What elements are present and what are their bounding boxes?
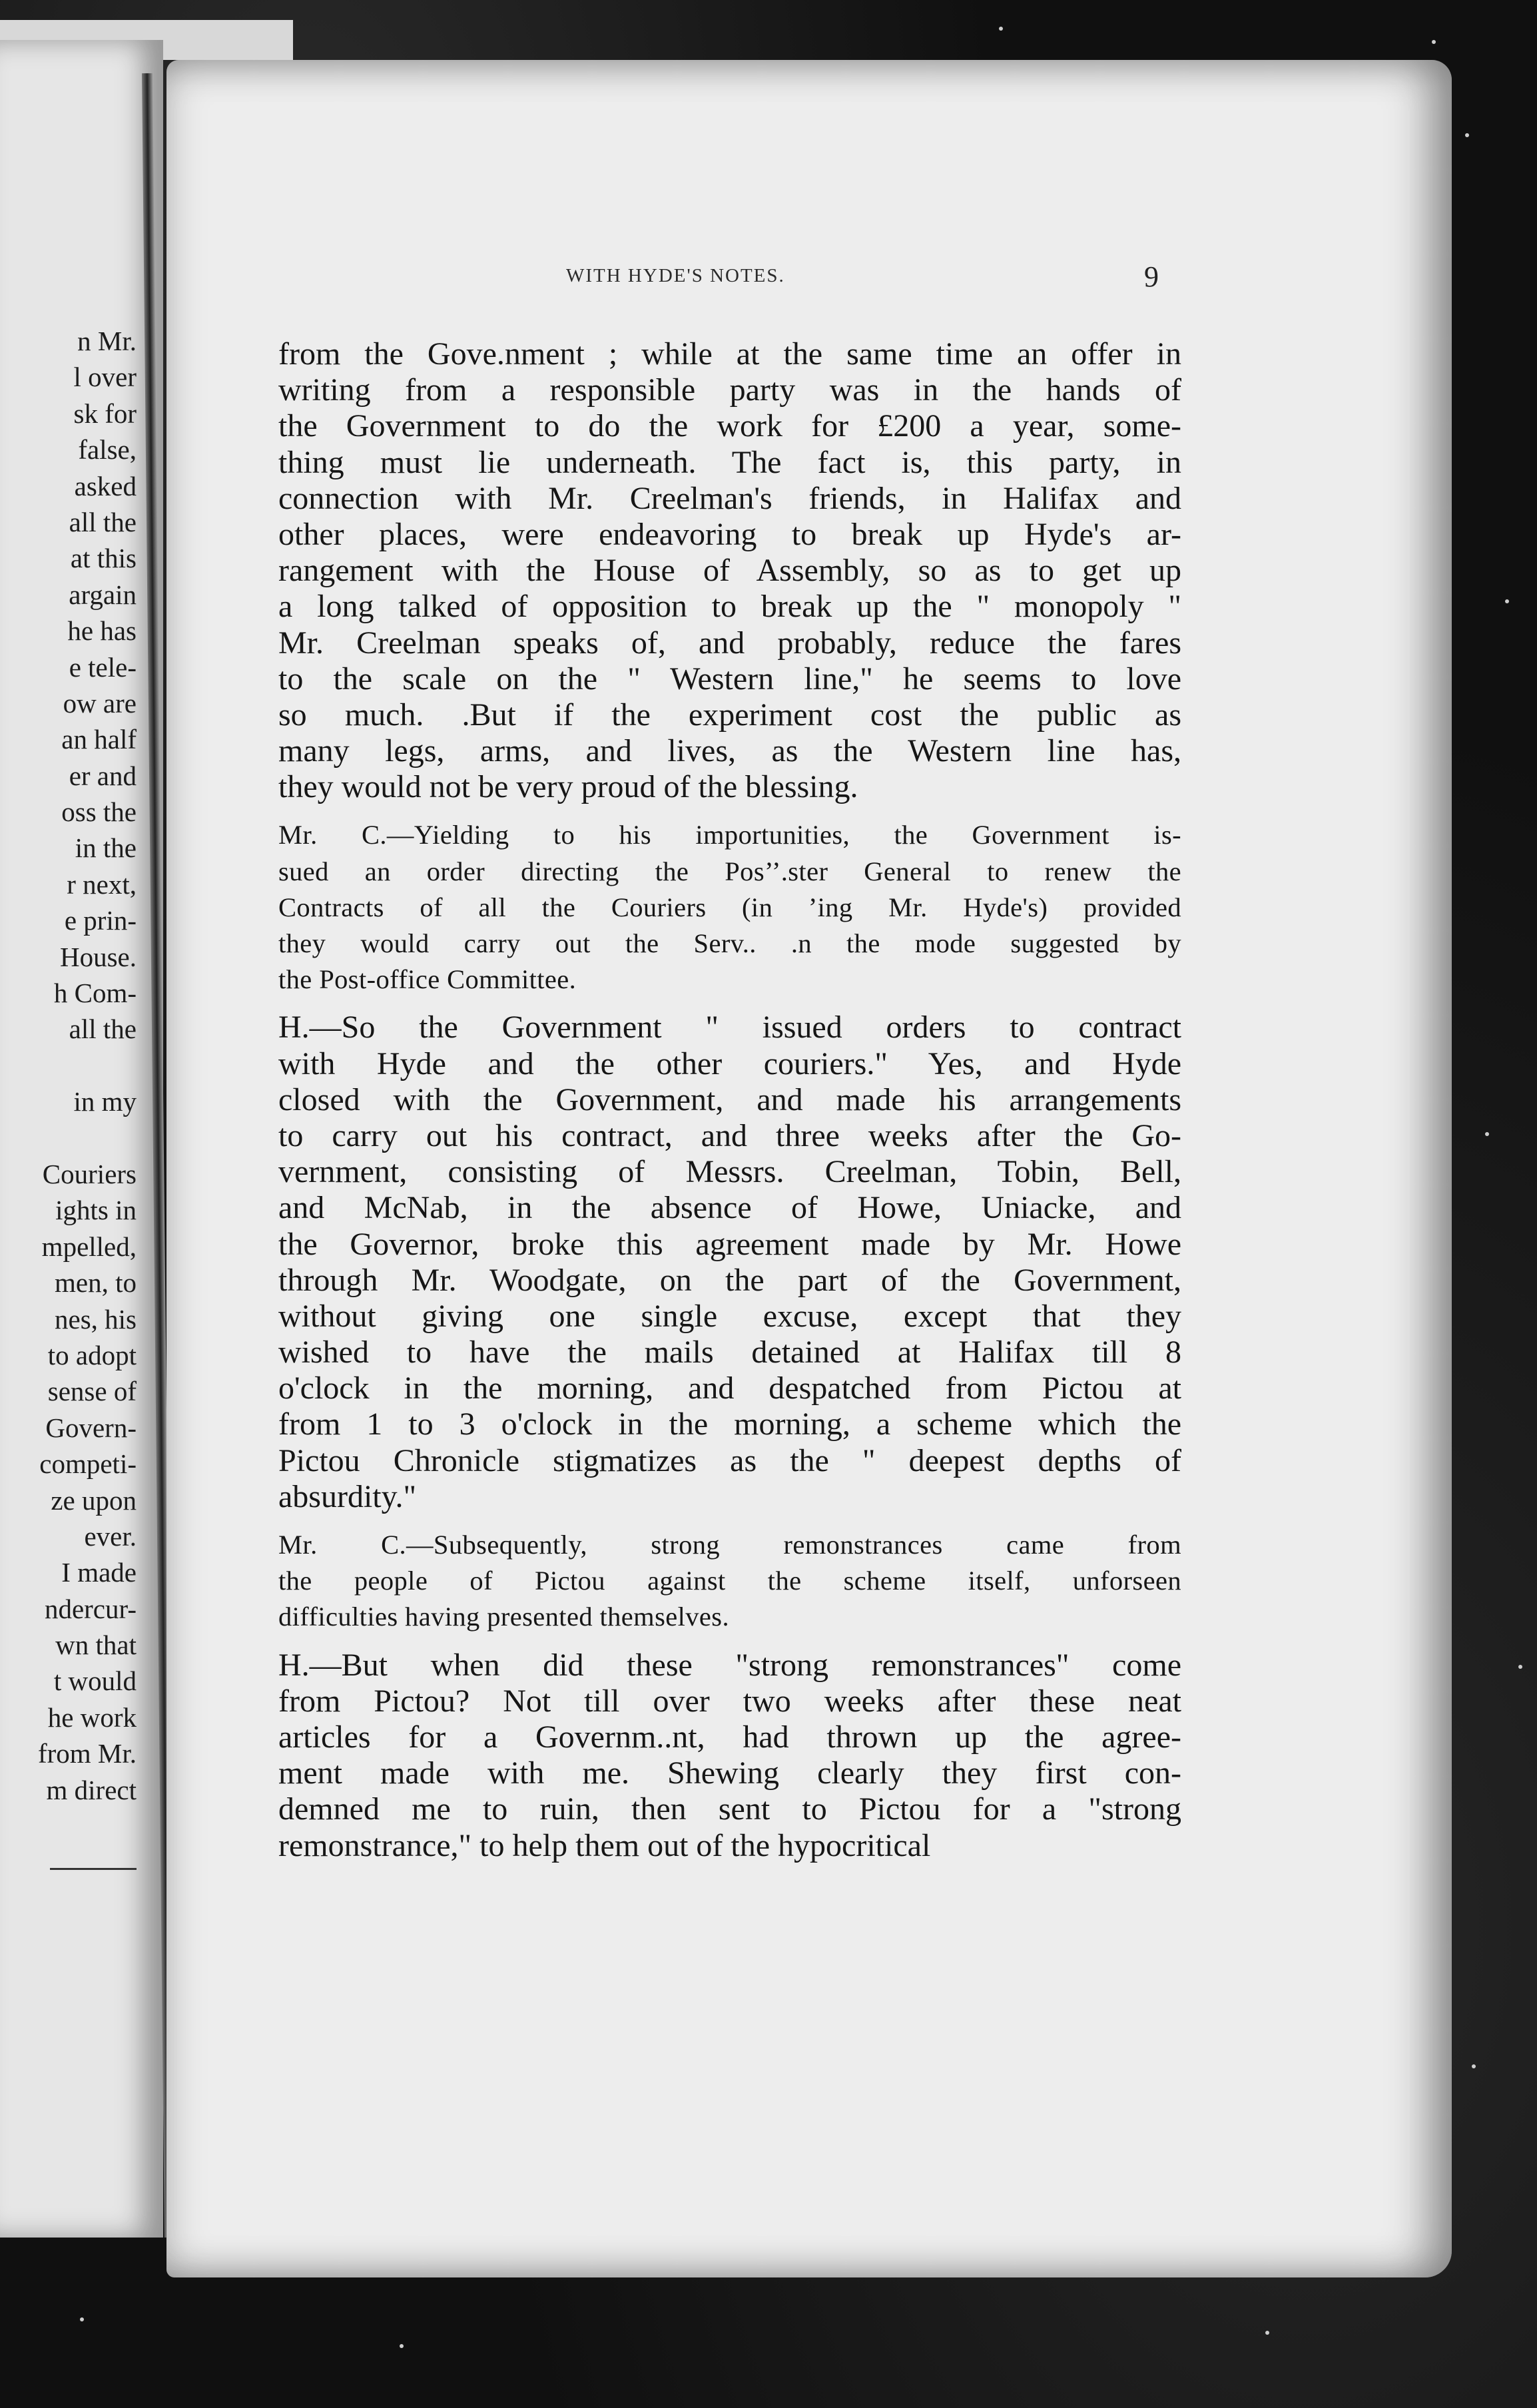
text-line: remonstrance," to help them out of the hypocritical [278,1827,931,1863]
text-line: H.—But when did these "strong remonstrances" come [278,1647,1181,1683]
left-fragment-line: oss the [61,796,137,828]
text-line: thing must lie underneath. The fact is, this party, in [278,444,1181,480]
left-fragment-line: e prin- [64,905,137,936]
left-fragment-line: an half [61,724,137,755]
text-line: difficulties having presented themselves. [278,1602,729,1632]
text-line: a long talked of opposition to break up the " monopoly " [278,589,1181,625]
left-fragment-line: er and [69,760,137,791]
text-line: from the Gove.nment ; while at the same time an offer in [278,336,1181,372]
text-line: rangement with the House of Assembly, so as to get up [278,553,1181,589]
left-fragment-line: sk for [73,398,137,429]
left-fragment-line: h Com- [53,978,137,1009]
text-line: wished to have the mails detained at Halifax till 8 [278,1335,1181,1370]
text-line: to carry out his contract, and three weeks after the Go- [278,1117,1181,1153]
left-fragment-line: at this [70,543,137,574]
text-line: from Pictou? Not till over two weeks after these neat [278,1683,1181,1719]
left-fragment-line: r next, [67,868,137,900]
scan-speckle [80,2317,84,2321]
scan-speckle [1472,2064,1476,2068]
left-fragment-line: mpelled, [41,1231,137,1262]
left-fragment-line: he has [67,615,137,647]
scan-speckle [1518,1665,1522,1669]
paragraph [278,1648,1181,1864]
left-fragment-line: in my [73,1086,137,1117]
left-fragment-line: to adopt [47,1339,137,1370]
page-number: 9 [1144,260,1159,293]
text-line: and McNab, in the absence of Howe, Uniacke, and [278,1190,1181,1226]
paragraph-gap [278,1515,1181,1527]
left-page [0,40,163,2238]
left-fragment-line: nes, his [55,1303,137,1335]
scan-speckle [400,2344,404,2348]
left-fragment-line: ow are [63,687,137,719]
left-fragment-line: Govern- [45,1412,137,1443]
left-fragment-line: all the [69,506,137,537]
text-line: from 1 to 3 o'clock in the morning, a scheme which the [278,1406,1181,1442]
text-line: with Hyde and the other couriers." Yes, and Hyde [278,1046,1181,1081]
left-fragment-line: ever. [84,1520,137,1552]
text-line: the Government to do the work for £200 a year, some- [278,408,1181,444]
text-line: ment made with me. Shewing clearly they first con- [278,1755,1181,1791]
left-fragment-line: ndercur- [44,1593,137,1624]
paragraph [278,817,1181,998]
left-fragment-line: men, to [55,1267,137,1299]
text-line: they would not be very proud of the blessing. [278,769,858,805]
text-line: they would carry out the Serv.. .n the mode suggested by [278,928,1181,958]
text-line: vernment, consisting of Messrs. Creelman, Tobin, Bell, [278,1154,1181,1190]
left-fragment-line: false, [78,434,137,465]
left-fragment-line: n Mr. [77,326,137,356]
left-fragment-line: m direct [46,1774,137,1805]
text-line: so much. .But if the experiment cost the public as [278,697,1181,733]
text-line: Mr. Creelman speaks of, and probably, reduce the fares [278,625,1181,661]
paragraph-gap [278,998,1181,1010]
scan-speckle [1505,599,1509,603]
scan-speckle [999,27,1003,31]
paragraph-gap [278,805,1181,817]
left-page-rule [50,1868,137,1870]
text-line: Mr. C.—Yielding to his importunities, the Government is- [278,820,1181,850]
text-line: closed with the Government, and made his arrangements [278,1081,1181,1117]
left-fragment-line: Couriers [42,1158,137,1189]
scan-speckle [1465,133,1469,137]
text-line: without giving one single excuse, except that they [278,1298,1181,1334]
left-fragment-line: he work [47,1701,137,1733]
page-body [278,336,1181,1864]
text-line: o'clock in the morning, and despatched from Pictou at [278,1370,1181,1406]
text-line: Pictou Chronicle stigmatizes as the " deepest depths of [278,1442,1181,1478]
left-fragment-line: asked [74,470,137,501]
left-fragment-line: l over [73,362,137,393]
paragraph [278,336,1181,805]
left-fragment-line: sense of [47,1376,137,1407]
left-fragment-line: competi- [39,1448,137,1480]
left-fragment-line: I made [61,1557,137,1588]
left-fragment-line: in the [75,832,137,864]
left-fragment-line: all the [69,1014,137,1045]
left-fragment-line: t would [53,1665,137,1697]
left-fragment-line: House. [59,941,137,972]
left-fragment-line: ights in [55,1195,137,1226]
left-fragment-line: e tele- [69,651,137,683]
text-line: the Post-office Committee. [278,964,577,995]
text-line: absurdity." [278,1478,417,1514]
running-title: WITH HYDE'S NOTES. [566,265,785,286]
left-fragment-line: from Mr. [37,1738,137,1769]
text-line: Contracts of all the Couriers (in ’ing Mr. Hyde's) provided [278,892,1181,922]
left-fragment-line: argain [69,579,137,610]
scan-speckle [1485,1132,1489,1136]
text-line: connection with Mr. Creelman's friends, in Halifax and [278,480,1181,516]
paragraph [278,1010,1181,1515]
text-line: writing from a responsible party was in the hands of [278,372,1181,408]
text-line: the people of Pictou against the scheme itself, unforseen [278,1566,1181,1596]
text-line: through Mr. Woodgate, on the part of the Government, [278,1262,1181,1298]
text-line: to the scale on the " Western line," he seems to love [278,661,1181,697]
paragraph-gap [278,1636,1181,1648]
text-line: sued an order directing the Pos’’.ster General to renew the [278,856,1181,886]
text-line: other places, were endeavoring to break up Hyde's ar- [278,516,1181,552]
left-page-fragments [0,323,137,1808]
text-line: H.—So the Government " issued orders to contract [278,1010,1181,1046]
text-line: demned me to ruin, then sent to Pictou for a "strong [278,1791,1181,1827]
paragraph [278,1527,1181,1636]
left-fragment-line [0,1048,137,1083]
scan-speckle [1432,40,1436,44]
text-line: the Governor, broke this agreement made by Mr. Howe [278,1226,1181,1262]
text-line: Mr. C.—Subsequently, strong remonstrances came from [278,1530,1181,1560]
left-fragment-line [0,1120,137,1156]
left-fragment-line: wn that [55,1630,137,1661]
text-line: many legs, arms, and lives, as the Western line has, [278,733,1181,769]
text-line: articles for a Governm..nt, had thrown up the agree- [278,1719,1181,1755]
left-fragment-line: ze upon [51,1484,137,1516]
scan-speckle [1265,2331,1269,2335]
